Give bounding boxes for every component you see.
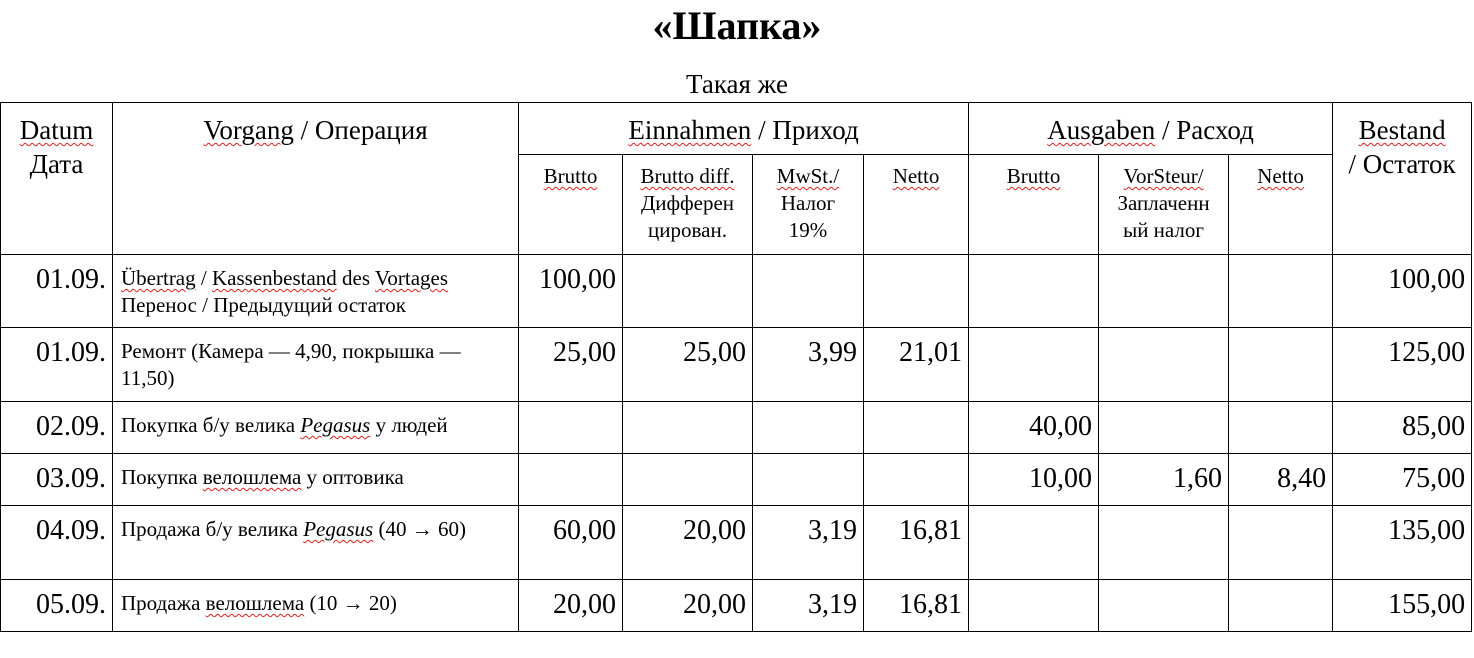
header-expense-brutto-label: Brutto bbox=[1006, 164, 1061, 188]
table-row bbox=[1, 402, 1472, 454]
cell-income-netto bbox=[864, 402, 969, 454]
cell-income-netto: 16,81 bbox=[864, 506, 969, 580]
cell-expense-brutto: 40,00 bbox=[969, 402, 1099, 454]
cell-expense-netto: 8,40 bbox=[1229, 454, 1333, 506]
op-prefix: Продажа б/у велика bbox=[121, 517, 304, 541]
cell-income-diff: 20,00 bbox=[623, 580, 753, 632]
header-expense bbox=[969, 103, 1333, 155]
cell-operation bbox=[113, 580, 519, 632]
table-row bbox=[1, 454, 1472, 506]
op-helmet: велошлема bbox=[202, 465, 302, 489]
header-balance-de: Bestand bbox=[1358, 115, 1446, 145]
cell-income-brutto: 60,00 bbox=[519, 506, 623, 580]
op-vortages: Vortages bbox=[374, 266, 449, 290]
cell-income-diff bbox=[623, 454, 753, 506]
header-date-de: Datum bbox=[19, 115, 94, 145]
header-expense-vorsteuer bbox=[1099, 155, 1229, 255]
cell-expense-vorsteuer bbox=[1099, 580, 1229, 632]
header-income-de: Einnahmen bbox=[628, 115, 752, 145]
op-prefix: Продажа bbox=[121, 591, 206, 615]
cell-income-brutto: 25,00 bbox=[519, 328, 623, 402]
cell-balance: 85,00 bbox=[1333, 402, 1472, 454]
cell-date: 03.09. bbox=[1, 454, 113, 506]
header-income-mwst bbox=[753, 155, 864, 255]
cell-expense-vorsteuer: 1,60 bbox=[1099, 454, 1229, 506]
header-operation-ru: Операция bbox=[314, 115, 428, 145]
header-operation bbox=[113, 103, 519, 255]
cell-income-netto bbox=[864, 255, 969, 328]
cell-expense-brutto bbox=[969, 328, 1099, 402]
cell-balance: 75,00 bbox=[1333, 454, 1472, 506]
cell-income-diff: 20,00 bbox=[623, 506, 753, 580]
cell-income-mwst: 3,19 bbox=[753, 506, 864, 580]
cell-balance: 135,00 bbox=[1333, 506, 1472, 580]
header-income-brutto-diff-line3: цирован. bbox=[648, 218, 727, 242]
cell-expense-vorsteuer bbox=[1099, 328, 1229, 402]
cell-expense-netto bbox=[1229, 328, 1333, 402]
cell-expense-brutto: 10,00 bbox=[969, 454, 1099, 506]
cell-operation: Ремонт (Камера — 4,90, покрышка — 11,50) bbox=[113, 328, 519, 402]
header-row-1 bbox=[1, 103, 1472, 155]
op-uebertrag: Übertrag bbox=[121, 266, 196, 290]
cell-balance: 155,00 bbox=[1333, 580, 1472, 632]
cell-expense-netto bbox=[1229, 402, 1333, 454]
cell-income-netto bbox=[864, 454, 969, 506]
header-income bbox=[519, 103, 969, 155]
table-row bbox=[1, 506, 1472, 580]
op-brand: Pegasus bbox=[303, 517, 374, 541]
header-income-brutto-label: Brutto bbox=[543, 164, 598, 188]
header-income-netto bbox=[864, 155, 969, 255]
table-row bbox=[1, 580, 1472, 632]
header-date-ru: Дата bbox=[29, 149, 84, 179]
op-suffix: у людей bbox=[370, 413, 448, 437]
cell-income-diff bbox=[623, 402, 753, 454]
header-expense-vorsteuer-line2: Заплаченн bbox=[1117, 191, 1210, 215]
header-income-mwst-line2: Налог bbox=[780, 191, 836, 215]
header-expense-vorsteuer-line3: ый налог bbox=[1123, 218, 1205, 242]
op-ru: Перенос / Предыдущий остаток bbox=[121, 293, 406, 317]
header-balance-ru: / Остаток bbox=[1348, 149, 1456, 179]
cell-date: 04.09. bbox=[1, 506, 113, 580]
cell-expense-netto bbox=[1229, 580, 1333, 632]
op-suffix: у оптовика bbox=[301, 465, 404, 489]
cell-expense-netto bbox=[1229, 506, 1333, 580]
header-income-mwst-line3: 19% bbox=[788, 218, 828, 242]
cell-income-mwst bbox=[753, 255, 864, 328]
header-income-ru: / Приход bbox=[751, 115, 859, 145]
header-expense-ru: / Расход bbox=[1155, 115, 1254, 145]
header-expense-vorsteuer-line1: VorSteur/ bbox=[1123, 164, 1204, 188]
cell-income-brutto: 20,00 bbox=[519, 580, 623, 632]
cell-income-brutto bbox=[519, 402, 623, 454]
cell-date: 05.09. bbox=[1, 580, 113, 632]
op-des: des bbox=[336, 266, 375, 290]
header-expense-brutto bbox=[969, 155, 1099, 255]
cell-expense-brutto bbox=[969, 580, 1099, 632]
cell-income-netto: 16,81 bbox=[864, 580, 969, 632]
cell-income-netto: 21,01 bbox=[864, 328, 969, 402]
header-expense-netto bbox=[1229, 155, 1333, 255]
table-row bbox=[1, 328, 1472, 402]
cell-income-brutto bbox=[519, 454, 623, 506]
op-helmet: велошлема bbox=[205, 591, 305, 615]
page-subtitle: Такая же bbox=[686, 69, 788, 99]
op-separator: / bbox=[195, 266, 212, 290]
cell-balance: 125,00 bbox=[1333, 328, 1472, 402]
table-row bbox=[1, 255, 1472, 328]
op-kassenbestand: Kassenbestand bbox=[211, 266, 337, 290]
header-income-brutto-diff bbox=[623, 155, 753, 255]
header-operation-de: Vorgang bbox=[203, 115, 294, 145]
op-brand: Pegasus bbox=[300, 413, 371, 437]
op-prefix: Покупка bbox=[121, 465, 203, 489]
cell-operation bbox=[113, 454, 519, 506]
cell-expense-brutto bbox=[969, 506, 1099, 580]
header-income-mwst-line1: MwSt./ bbox=[776, 164, 840, 188]
header-income-brutto bbox=[519, 155, 623, 255]
cell-date: 01.09. bbox=[1, 328, 113, 402]
header-income-brutto-diff-line2: Дифферен bbox=[640, 191, 735, 215]
header-income-netto-label: Netto bbox=[892, 164, 940, 188]
op-suffix: (40 → 60) bbox=[373, 517, 466, 541]
cell-expense-vorsteuer bbox=[1099, 402, 1229, 454]
page-title: «Шапка» bbox=[652, 3, 822, 48]
cell-income-mwst: 3,19 bbox=[753, 580, 864, 632]
cell-income-mwst bbox=[753, 454, 864, 506]
cell-operation bbox=[113, 255, 519, 328]
cell-income-mwst: 3,99 bbox=[753, 328, 864, 402]
header-expense-netto-label: Netto bbox=[1257, 164, 1304, 188]
cell-expense-netto bbox=[1229, 255, 1333, 328]
cell-income-diff: 25,00 bbox=[623, 328, 753, 402]
header-expense-de: Ausgaben bbox=[1047, 115, 1156, 145]
header-operation-separator: / bbox=[293, 115, 315, 145]
cell-expense-vorsteuer bbox=[1099, 255, 1229, 328]
cell-operation bbox=[113, 506, 519, 580]
header-income-brutto-diff-line1: Brutto diff. bbox=[640, 164, 735, 188]
cell-income-brutto: 100,00 bbox=[519, 255, 623, 328]
cell-operation bbox=[113, 402, 519, 454]
cell-expense-brutto bbox=[969, 255, 1099, 328]
cell-balance: 100,00 bbox=[1333, 255, 1472, 328]
header-balance bbox=[1333, 103, 1472, 255]
cell-income-mwst bbox=[753, 402, 864, 454]
cell-income-diff bbox=[623, 255, 753, 328]
op-prefix: Покупка б/у велика bbox=[121, 413, 301, 437]
cell-date: 02.09. bbox=[1, 402, 113, 454]
header-date bbox=[1, 103, 113, 255]
cell-date: 01.09. bbox=[1, 255, 113, 328]
op-suffix: (10 → 20) bbox=[304, 591, 397, 615]
cell-expense-vorsteuer bbox=[1099, 506, 1229, 580]
cash-ledger-table bbox=[0, 102, 1472, 632]
